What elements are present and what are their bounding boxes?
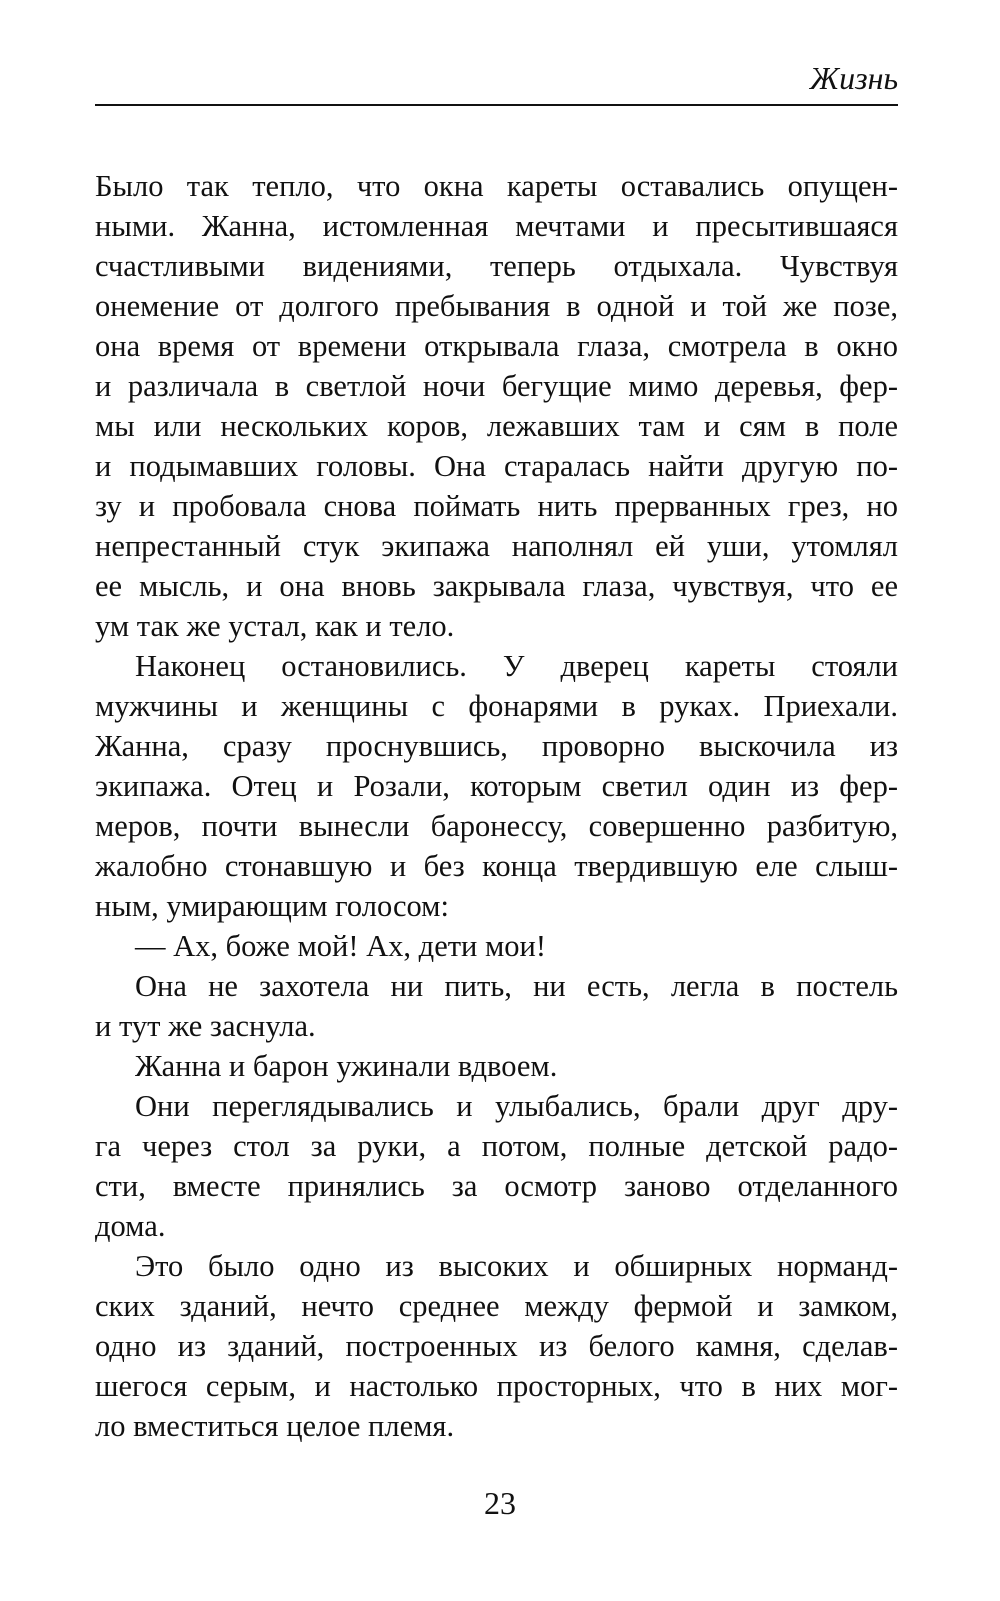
body-text (95, 166, 898, 1446)
text-line: шегося серым, и настолько просторных, что в них мог- (95, 1369, 898, 1403)
text-line: и подымавших головы. Она старалась найти другую по- (95, 449, 898, 483)
text-line: мы или нескольких коров, лежавших там и сям в поле (95, 409, 898, 443)
text-line: ным, умирающим голосом: (95, 889, 449, 923)
text-line: экипажа. Отец и Розали, которым светил один из фер- (95, 769, 898, 803)
text-line: — Ах, боже мой! Ах, дети мои! (135, 929, 547, 963)
header-rule (95, 104, 898, 106)
text-line: и различала в светлой ночи бегущие мимо деревья, фер- (95, 369, 898, 403)
text-line: непрестанный стук экипажа наполнял ей уши, утомлял (95, 529, 898, 563)
text-line: одно из зданий, построенных из белого камня, сделав- (95, 1329, 898, 1363)
text-line: Жанна, сразу проснувшись, проворно выскочила из (95, 729, 898, 763)
text-line: Было так тепло, что окна кареты оставались опущен- (95, 169, 898, 203)
text-line: сти, вместе принялись за осмотр заново отделанного (95, 1169, 898, 1203)
running-title: Жизнь (809, 60, 898, 96)
text-line: ее мысль, и она вновь закрывала глаза, чувствуя, что ее (95, 569, 898, 603)
text-line: и тут же заснула. (95, 1009, 316, 1043)
text-line: Наконец остановились. У дверец кареты стояли (135, 649, 898, 683)
text-line: ло вместиться целое племя. (95, 1409, 455, 1443)
page-number: 23 (484, 1485, 516, 1521)
text-line: мужчины и женщины с фонарями в руках. Приехали. (95, 689, 898, 723)
text-line: ум так же устал, как и тело. (95, 609, 455, 643)
text-line: онемение от долгого пребывания в одной и той же позе, (95, 289, 898, 323)
text-line: зу и пробовала снова поймать нить прерванных грез, но (95, 489, 898, 523)
text-line: Они переглядывались и улыбались, брали друг дру- (135, 1089, 898, 1123)
text-line: она время от времени открывала глаза, смотрела в окно (95, 329, 898, 363)
text-line: Жанна и барон ужинали вдвоем. (135, 1049, 558, 1083)
text-line: Она не захотела ни пить, ни есть, легла в постель (135, 969, 898, 1003)
text-line: ских зданий, нечто среднее между фермой и замком, (95, 1289, 898, 1323)
text-line: га через стол за руки, а потом, полные детской радо- (95, 1129, 898, 1163)
text-line: ными. Жанна, истомленная мечтами и пресытившаяся (95, 209, 898, 243)
text-line: Это было одно из высоких и обширных норманд- (135, 1249, 898, 1283)
text-line: жалобно стонавшую и без конца твердившую еле слыш- (95, 849, 898, 883)
text-line: дома. (95, 1209, 166, 1243)
text-line: меров, почти вынесли баронессу, совершенно разбитую, (95, 809, 898, 843)
text-line: счастливыми видениями, теперь отдыхала. Чувствуя (95, 249, 898, 283)
